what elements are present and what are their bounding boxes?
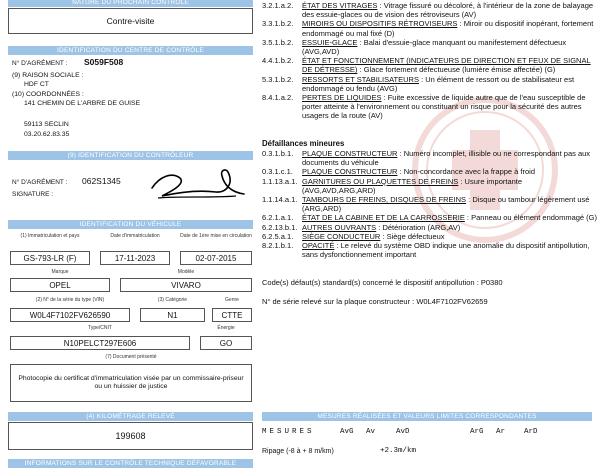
measure-column-avd: AvD [396,428,410,436]
defect-description [302,19,597,37]
defect-description [302,241,597,259]
major-defects-list [262,1,597,121]
defect-text: : Le relevé du système OBD indique une anomalie du dispositif antipollution, sans dysfonctionnement important [302,241,590,260]
ripage-value: +2.3m/km [380,447,417,455]
defect-row [262,19,597,37]
defect-row [262,232,597,241]
defect-description [302,167,597,176]
label-type: Type/CNIT [88,325,112,331]
measures-columns [340,428,590,438]
defect-text: : Détérioration (ARG,AV) [376,222,461,232]
defect-text: : Glace fortement défectueuse (lumière émise affectée) (G) [357,65,556,75]
defect-row [262,223,597,232]
defect-text: : Balai d'essuie-glace manquant ou manifestement défectueux (AVG,AVD) [302,37,567,57]
defect-title: PLAQUE CONSTRUCTEUR [302,167,398,177]
defect-title: AUTRES OUVRANTS [302,222,377,232]
defect-title: ÉTAT ET FONCTIONNEMENT (INDICATEURS DE DIRECTION ET FEUX DE SIGNAL DE DÉTRESSE) [302,56,591,75]
defect-text: : Miroir ou dispositif inopérant, fortement endommagé ou mal fixé (D) [302,19,594,38]
defect-title: ÉTAT DE LA CABINE ET DE LA CARROSSERIE [302,213,465,223]
defect-text: : Vitrage fissuré ou décoloré, à l'intérieur de la zone de balayage des essuie-glaces ou de vision des rétroviseurs (AV) [302,1,594,20]
defect-code: 3.5.1.b.2. [262,37,294,47]
defect-description [302,75,597,93]
defect-row [262,1,597,19]
energie-value: GO [219,338,233,348]
defect-description [302,38,597,56]
defect-text: : Disque ou tambour légèrement usé (ARG,ARD) [302,195,590,214]
raison-label: (9) RAISON SOCIALE : [12,72,84,79]
defect-code: 4.4.1.b.2. [262,56,294,66]
defect-text: : Panneau ou élément endommagé (G) [464,213,598,223]
defect-row [262,56,597,74]
controleur-label: N° D'AGRÉMENT : [12,179,68,186]
measures-header: MESURES RÉALISÉES ET VALEURS LIMITES CORRESPONDANTES [262,412,592,421]
defect-title: MIROIRS OU DISPOSITIFS RÉTROVISEURS [302,19,458,29]
label-marque: Marque [51,269,69,275]
marque-box [10,278,110,292]
label-modele: Modèle [177,269,195,275]
serial-line: N° de série relevé sur la plaque constructeur : W0L4F7102FV62659 [262,297,488,306]
defect-description [302,223,597,232]
categorie-box [140,308,205,322]
immat-box [10,251,90,265]
defect-row [262,93,597,121]
defect-row [262,149,597,167]
document-box [10,364,252,402]
label-immat: (1) Immatriculation et pays [20,233,80,239]
defect-description [302,195,597,213]
marque-value: OPEL [49,280,71,290]
genre-value: CTTE [221,310,243,320]
phone: 03.20.62.83.35 [24,131,70,138]
defect-row [262,167,597,176]
signature-image [140,162,250,204]
energie-box [200,336,252,350]
defect-code: 1.1.14.a.1. [262,195,298,205]
info-header: INFORMATIONS SUR LE CONTRÔLE TECHNIQUE DÉFAVORABLE [8,459,253,468]
defect-code: 5.3.1.b.2. [262,74,294,84]
defect-code: 3.3.1.b.2. [262,19,294,29]
defect-title: SIÈGE CONDUCTEUR [302,231,381,241]
signature-label: SIGNATURE : [12,191,54,198]
measure-column-ard: ArD [524,428,538,436]
defect-title: PERTES DE LIQUIDES [302,93,382,103]
defect-description [302,93,597,121]
document-value: Photocopie du certificat d'immatriculation visée par un commissaire-priseur ou un huissier de justice [18,374,244,390]
agrement-value: S059F508 [84,57,124,67]
defect-title: OPACITÉ [302,241,335,251]
type-value: N10PELCT297E606 [63,338,137,348]
defect-text: : Usure importante (AVG,AVD,ARG,ARD) [302,176,523,195]
date-immat-value: 17-11-2023 [114,253,156,263]
type-box [10,336,190,350]
defect-code: 1.1.13.a.1. [262,176,298,186]
defect-code: 6.2.13.b.1. [262,222,298,232]
defect-row [262,38,597,56]
defect-code: 8.4.1.a.2. [262,93,294,103]
vin-box [10,308,130,322]
defect-title: ÉTAT DES VITRAGES [302,1,378,10]
nature-value: Contre-visite [106,16,155,26]
defect-row [262,75,597,93]
defect-description [302,56,597,74]
label-document: (7) Document présenté [105,354,157,360]
defect-description [302,232,597,241]
measures-label: MESURES [262,428,315,436]
genre-box [212,308,252,322]
defect-title: TAMBOURS DE FREINS, DISQUES DE FREINS [302,195,467,205]
obd-line: Code(s) défaut(s) standard(s) concerné le dispositif antipollution : P0380 [262,278,503,287]
km-box [8,422,253,450]
label-date-immat: Date d'immatriculation [110,233,160,239]
ripage-label: Ripage (-8 à + 8 m/km) [262,448,334,455]
controleur-header: (9) IDENTIFICATION DU CONTRÔLEUR [8,151,253,160]
date-immat-box [100,251,170,265]
raison-value: HDF CT [24,81,49,88]
date-circ-value: 02-07-2015 [195,253,237,263]
label-energie: Énergie [217,325,235,331]
defect-code: 6.2.1.a.1. [262,213,294,223]
defect-title: RESSORTS ET STABILISATEURS [302,74,419,84]
measure-column-av: Av [366,428,376,436]
defect-text: : Un élément de ressort ou de stabilisateur est endommagé ou fendu (AVG) [302,74,575,93]
date-circ-box [180,251,252,265]
measure-column-ar: Ar [496,428,506,436]
defect-title: ESSUIE-GLACE [302,37,358,47]
defect-description [302,149,597,167]
label-genre: Genre [225,297,239,303]
defect-code: 3.2.1.a.2. [262,1,294,10]
label-date-circ: Date de 1ère mise en circulation [180,233,252,239]
defect-text: : Siège défectueux [380,231,445,241]
defect-row [262,241,597,259]
defect-code: 6.2.5.a.1. [262,231,294,241]
defect-row [262,195,597,213]
address: 141 CHEMIN DE L'ARBRE DE GUISE [24,100,141,107]
defect-row [262,213,597,222]
minor-title: Défaillances mineures [262,139,345,148]
coord-label: (10) COORDONNÉES : [12,91,84,98]
km-value: 199608 [115,431,146,441]
defect-text: : Numéro incomplet, illisible ou ne correspondant pas aux documents du véhicule [302,149,591,168]
next-control-header: NATURE DU PROCHAIN CONTRÔLE [8,0,253,7]
defect-text: : Fuite excessive de liquide autre que de l'eau susceptible de porter atteinte à l'environnement ou constituant un risque pour la sécurité des autres usagers de la route (AV) [302,93,586,121]
agrement-label: N° D'AGRÉMENT : [12,60,68,67]
minor-defects-list [262,149,597,259]
defect-row [262,177,597,195]
defect-description [302,213,597,222]
measure-column-arg: ArG [470,428,484,436]
defect-description [302,177,597,195]
modele-value: VIVARO [171,280,201,290]
measure-column-avg: AvG [340,428,354,436]
label-vin: (2) N° de la série du type (VIN) [35,297,105,303]
defect-title: GARNITURES OU PLAQUETTES DE FREINS [302,176,459,186]
modele-box [120,278,252,292]
categorie-value: N1 [167,310,178,320]
defect-text: : Non-concordance avec la frappe à froid [397,167,536,177]
centre-header: IDENTIFICATION DU CENTRE DE CONTRÔLE [8,46,253,55]
immat-value: GS-793-LR (F) [23,253,77,263]
defect-code: 0.3.1.b.1. [262,149,294,158]
defect-title: PLAQUE CONSTRUCTEUR [302,149,398,158]
vin-value: W0L4F7102FV626590 [29,310,111,320]
defect-description [302,1,597,19]
defect-code: 0.3.1.c.1. [262,167,293,177]
vehicle-header: IDENTIFICATION DU VÉHICULE [8,220,253,229]
km-header: (4) KILOMÉTRAGE RELEVÉ [8,412,253,421]
nature-value-box [8,8,253,34]
label-categorie: (3) Catégorie [157,297,188,303]
city: 59113 SECLIN [24,121,69,128]
defect-code: 8.2.1.b.1. [262,241,294,251]
controleur-value: 062S1345 [82,176,121,186]
